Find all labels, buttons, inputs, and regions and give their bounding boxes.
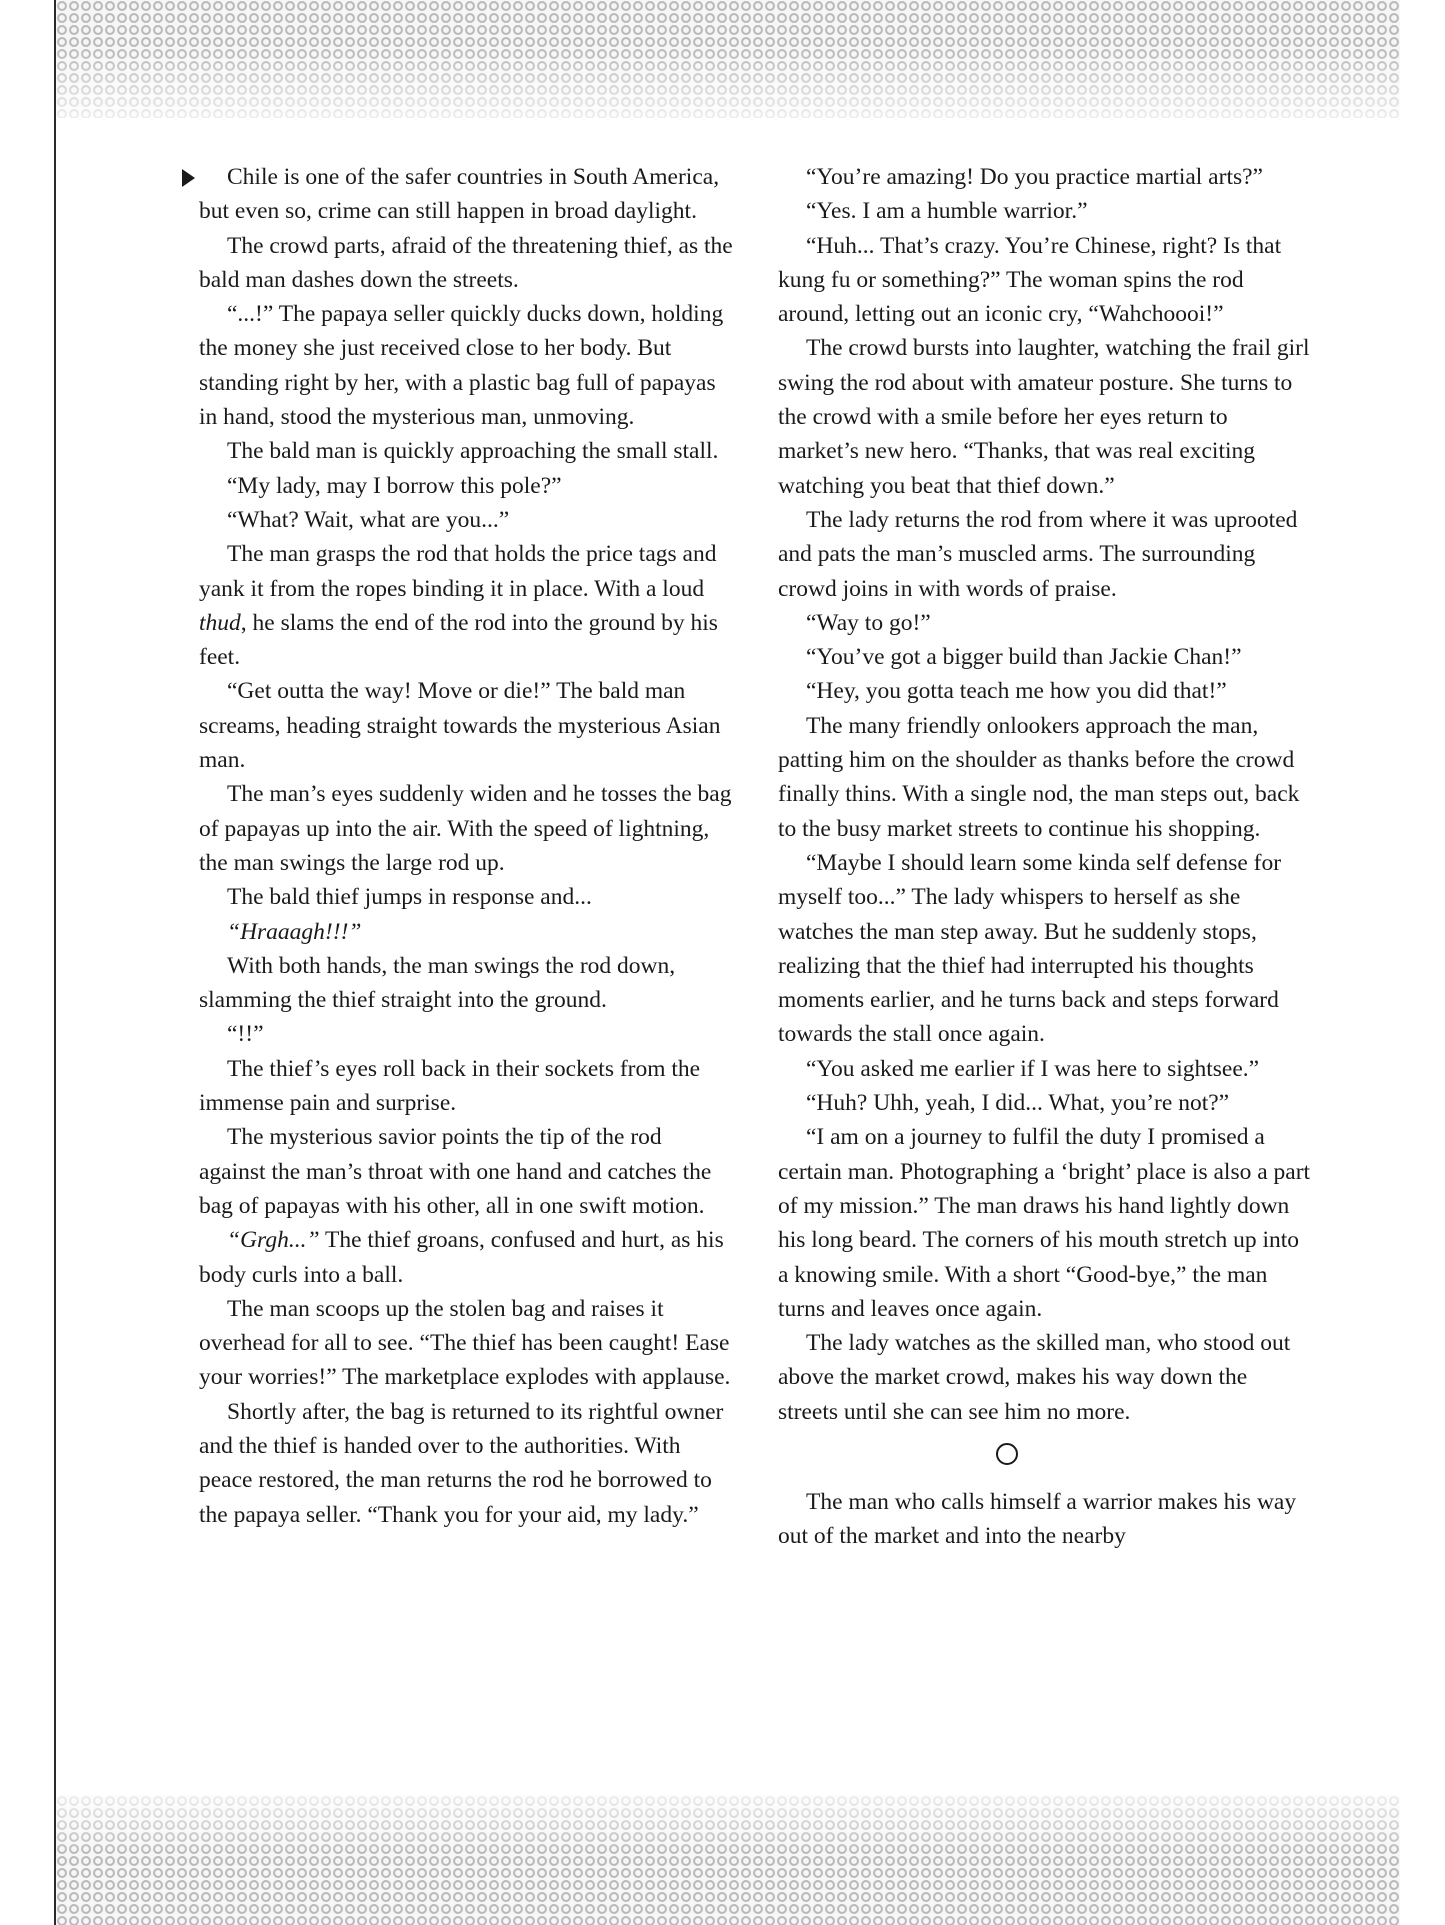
paragraph-text: The thief groans, confused and hurt, as his body curls into a ball. <box>199 1227 724 1288</box>
paragraph: “Huh? Uhh, yeah, I did... What, you’re not?” <box>806 1090 1230 1117</box>
section-marker-triangle-icon <box>182 169 195 187</box>
paragraph: “You asked me earlier if I was here to sightsee.” <box>806 1055 1260 1082</box>
paragraph: “You’ve got a bigger build than Jackie Chan!” <box>806 644 1242 671</box>
paragraph: The man scoops up the stolen bag and raises it overhead for all to see. “The thief has been caught! Ease your worries!” The marketplace explodes with applause. <box>199 1295 731 1391</box>
paragraph: The lady watches as the skilled man, who stood out above the market crowd, makes his way down the streets until she can see him no more. <box>778 1330 1291 1425</box>
paragraph: “Maybe I should learn some kinda self defense for myself too...” The lady whispers to herself as she watches the man step away. But he suddenly stops, realizing that the thief had interrupted his thoughts moments earlier, and he turns back and steps forward towards the stall once again. <box>778 849 1282 1048</box>
paragraph: “Hraaagh!!!” <box>227 918 362 945</box>
footer-pattern-band <box>56 1795 1400 1925</box>
paragraph: “!!” <box>227 1021 264 1048</box>
paragraph: The bald thief jumps in response and... <box>227 884 592 911</box>
italic-word: thud <box>199 609 241 636</box>
paragraph-text: , he slams the end of the rod into the ground by his feet. <box>199 609 718 671</box>
paragraph: The lady returns the rod from where it was uprooted and pats the man’s muscled arms. The surrounding crowd joins in with words of praise. <box>778 506 1298 602</box>
scene-break-circle-icon <box>996 1443 1018 1465</box>
paragraph: “Hey, you gotta teach me how you did that!” <box>806 678 1227 705</box>
paragraph: The many friendly onlookers approach the man, patting him on the shoulder as thanks before the crowd finally thins. With a single nod, the man steps out, back to the busy market streets to continue his shopping. <box>778 712 1300 842</box>
paragraph: The crowd parts, afraid of the threatening thief, as the bald man dashes down the streets. <box>199 232 733 293</box>
paragraph: “Get outta the way! Move or die!” The bald man screams, heading straight towards the mysterious Asian man. <box>199 678 721 774</box>
paragraph: Shortly after, the bag is returned to its rightful owner and the thief is handed over to the authorities. With peace restored, the man returns the rod he borrowed to the papaya seller. “Thank you for your aid, my lady.” <box>199 1398 724 1528</box>
paragraph-text: Chile is one of the safer countries in South America, but even so, crime can still happen in broad daylight. <box>199 164 720 225</box>
paragraph: “Way to go!” <box>806 609 931 636</box>
header-pattern-band <box>56 0 1400 118</box>
paragraph: The man who calls himself a warrior makes his way out of the market and into the nearby <box>778 1488 1297 1550</box>
paragraph: The man’s eyes suddenly widen and he tosses the bag of papayas up into the air. With the speed of lightning, the man swings the large rod up. <box>199 781 732 876</box>
paragraph <box>199 1223 734 1292</box>
paragraph-text: The man grasps the rod that holds the price tags and yank it from the ropes binding it in place. With a loud <box>199 541 717 602</box>
paragraph: “What? Wait, what are you...” <box>227 506 510 533</box>
paragraph <box>199 537 734 674</box>
paragraph: “You’re amazing! Do you practice martial arts?” <box>806 164 1263 190</box>
page-edge-rule <box>54 0 56 1925</box>
paragraph: “Yes. I am a humble warrior.” <box>806 198 1088 225</box>
paragraph: “Huh... That’s crazy. You’re Chinese, right? Is that kung fu or something?” The woman spins the rod around, letting out an iconic cry, “Wahchoooi!” <box>778 232 1282 328</box>
paragraph: The thief’s eyes roll back in their sockets from the immense pain and surprise. <box>199 1055 701 1117</box>
right-text-column <box>778 160 1313 1554</box>
paragraph: “I am on a journey to fulfil the duty I promised a certain man. Photographing a ‘bright’ place is also a part of my mission.” The man draws his hand lightly down his long beard. The corners of his mouth stretch up into a knowing smile. With a short “Good-bye,” the man turns and leaves once again. <box>778 1124 1311 1322</box>
paragraph: “My lady, may I borrow this pole?” <box>227 472 562 499</box>
paragraph: The bald man is quickly approaching the small stall. <box>227 438 719 465</box>
paragraph: The crowd bursts into laughter, watching the frail girl swing the rod about with amateur posture. She turns to the crowd with a smile before her eyes return to market’s new hero. “Thanks, that was real exciting watching you beat that thief down.” <box>778 335 1310 499</box>
paragraph: The mysterious savior points the tip of the rod against the man’s throat with one hand and catches the bag of papayas with his other, all in one swift motion. <box>199 1124 712 1219</box>
paragraph <box>199 160 734 229</box>
scene-break <box>778 1429 1313 1485</box>
paragraph: “...!” The papaya seller quickly ducks down, holding the money she just received close to her body. But standing right by her, with a plastic bag full of papayas in hand, stood the mysterious man, unmoving. <box>199 301 724 431</box>
italic-word: “Grgh...” <box>227 1227 320 1254</box>
paragraph: With both hands, the man swings the rod down, slamming the thief straight into the ground. <box>199 952 676 1014</box>
left-text-column <box>199 160 734 1532</box>
